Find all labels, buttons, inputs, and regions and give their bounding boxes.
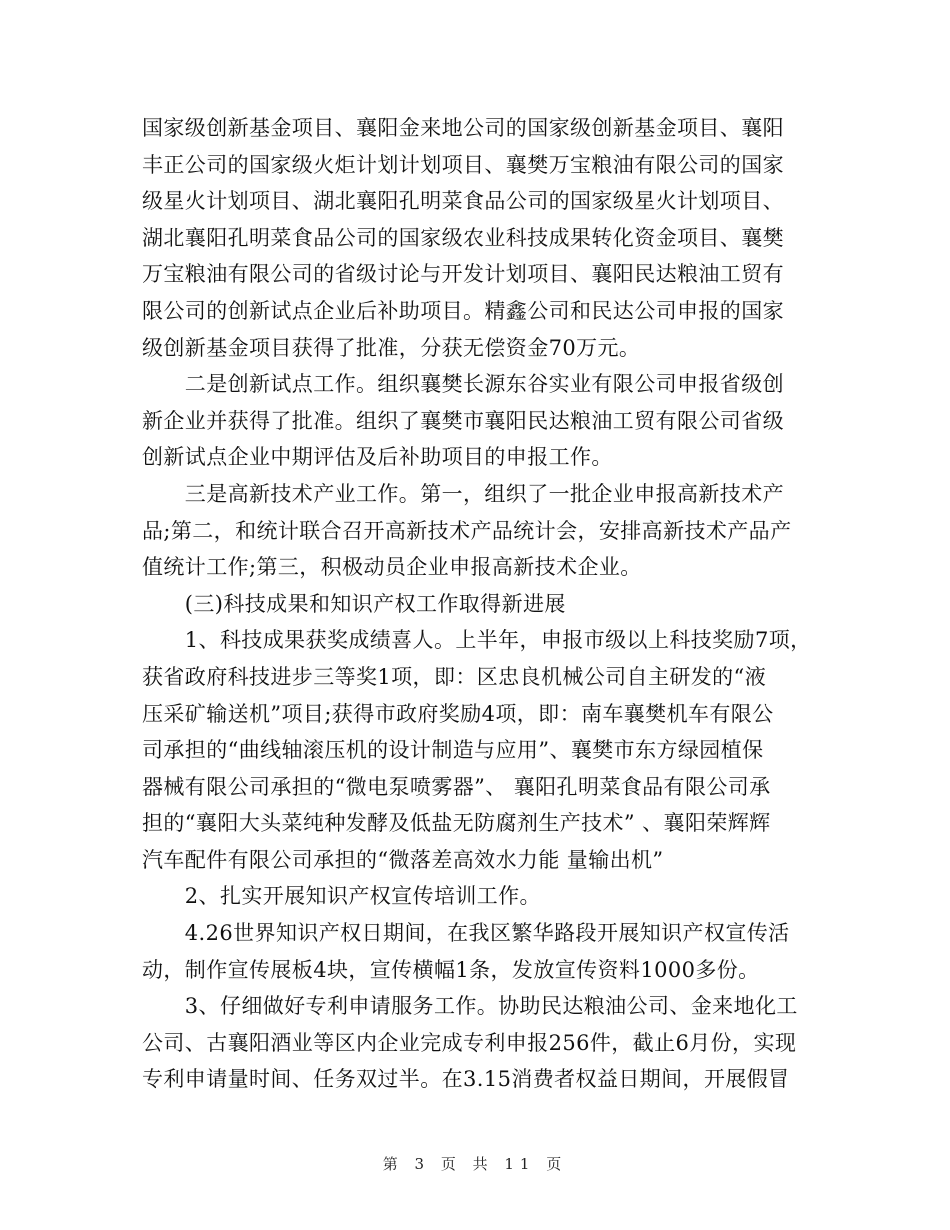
section-heading: (三)科技成果和知识产权工作取得新进展 — [142, 591, 566, 616]
text-line: 2、扎实开展知识产权宣传培训工作。 — [142, 884, 541, 909]
text-line: 湖北襄阳孔明菜食品公司的国家级农业科技成果转化资金项目、襄樊 — [142, 225, 784, 250]
text-line: 三是高新技术产业工作。第一，组织了一批企业申报高新技术产 — [142, 481, 784, 506]
text-line: 压采矿输送机”项目;获得市政府奖励4项，即：南车襄樊机车有限公 — [142, 701, 774, 726]
text-line: 获省政府科技进步三等奖1项，即：区忠良机械公司自主研发的“液 — [142, 664, 767, 689]
text-line: 级创新基金项目获得了批准，分获无偿资金70万元。 — [142, 335, 641, 360]
document-body — [142, 110, 814, 1098]
text-line: 限公司的创新试点企业后补助项目。精鑫公司和民达公司申报的国家 — [142, 298, 784, 323]
text-line: 器械有限公司承担的“微电泵喷雾器”、 襄阳孔明菜食品有限公司承 — [142, 774, 771, 799]
text-line: 新企业并获得了批准。组织了襄樊市襄阳民达粮油工贸有限公司省级 — [142, 408, 784, 433]
text-line: 丰正公司的国家级火炬计划计划项目、襄樊万宝粮油有限公司的国家 — [142, 152, 784, 177]
text-line: 动，制作宣传展板4块，宣传横幅1条，发放宣传资料1000多份。 — [142, 957, 760, 982]
text-line: 司承担的“曲线轴滚压机的设计制造与应用”、襄樊市东方绿园植保 — [142, 738, 764, 763]
text-line: 担的“襄阳大头菜纯种发酵及低盐无防腐剂生产技术” 、襄阳荣辉辉 — [142, 811, 771, 836]
text-line: 公司、古襄阳酒业等区内企业完成专利申报256件，截止6月份，实现 — [142, 1030, 797, 1055]
text-line: 值统计工作;第三，积极动员企业申报高新技术企业。 — [142, 555, 642, 580]
text-line: 汽车配件有限公司承担的“微落差高效水力能 量输出机” — [142, 847, 664, 872]
text-line: 级星火计划项目、湖北襄阳孔明菜食品公司的国家级星火计划项目、 — [142, 189, 784, 214]
text-line: 4.26世界知识产权日期间，在我区繁华路段开展知识产权宣传活 — [142, 921, 790, 946]
text-line: 1、科技成果获奖成绩喜人。上半年，申报市级以上科技奖励7项， — [142, 628, 812, 653]
text-line: 品;第二，和统计联合召开高新技术产品统计会，安排高新技术产品产 — [142, 518, 792, 543]
text-line: 国家级创新基金项目、襄阳金来地公司的国家级创新基金项目、襄阳 — [142, 116, 784, 140]
text-line: 专利申请量时间、任务双过半。在3.15消费者权益日期间，开展假冒 — [142, 1067, 790, 1092]
text-line: 二是创新试点工作。组织襄樊长源东谷实业有限公司申报省级创 — [142, 372, 784, 397]
text-line: 万宝粮油有限公司的省级讨论与开发计划项目、襄阳民达粮油工贸有 — [142, 262, 784, 287]
text-line: 创新试点企业中期评估及后补助项目的申报工作。 — [142, 445, 613, 470]
page-number-footer: 第 3 页 共 11 页 — [382, 1155, 568, 1173]
text-line: 3、仔细做好专利申请服务工作。协助民达粮油公司、金来地化工 — [142, 994, 798, 1019]
